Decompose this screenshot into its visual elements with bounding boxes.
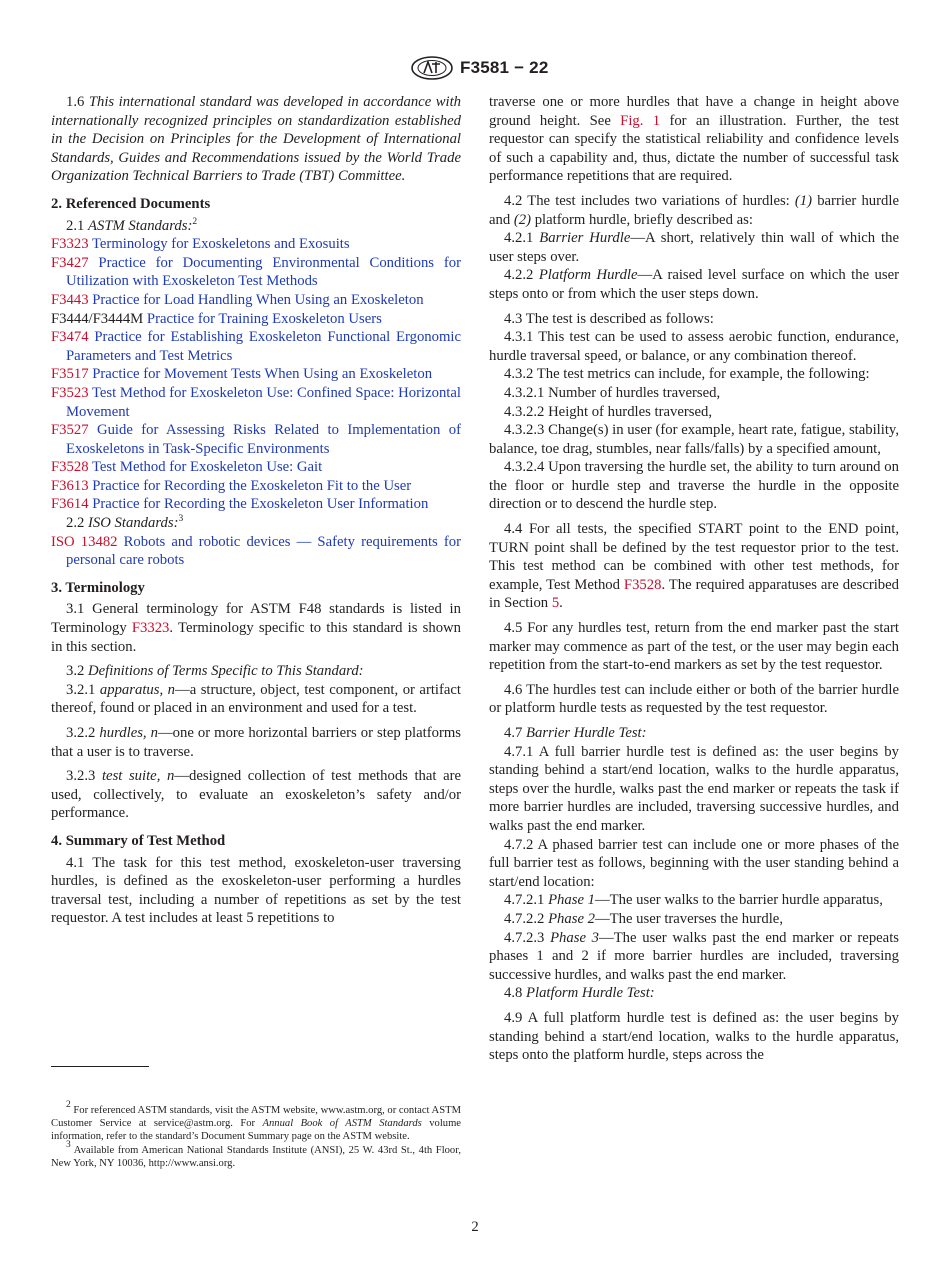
footnote-3: $^3$ Available from American National Standards Institute (ANSI), 25 W. 43rd St., 4th Floor, New York, NY 10036, http://www.ansi.org. <box>51 1139 461 1169</box>
section-4-3-1: 4.3.1 This test can be used to assess aerobic function, endurance, hurdle traversal speed, or balance, or any combination thereof. <box>489 329 899 364</box>
page-header <box>0 56 950 82</box>
footnotes <box>51 1100 462 1170</box>
section-4-3-2-2: 4.3.2.2 Height of hurdles traversed, <box>504 403 713 420</box>
footnote-divider <box>51 1066 149 1067</box>
link-fig-1[interactable]: Fig. 1 <box>620 112 661 129</box>
reference-item[interactable]: F3527 Guide for Assessing Risks Related to Implementation of Exoskeletons in Task-Specific Environments <box>51 422 461 457</box>
page-number: 2 <box>471 1219 479 1235</box>
section-4-5: 4.5 For any hurdles test, return from the end marker past the start marker may commence as part of the test, or the user may begin each repetition from the start-to-end markers as set by the test requestor. <box>489 620 899 674</box>
section-4-2: 4.2 The test includes two variations of hurdles: (1) barrier hurdle and (2) platform hurdle, briefly described as: <box>489 192 899 228</box>
heading-referenced-documents: 2. Referenced Documents <box>51 195 211 212</box>
section-4-1: 4.1 The task for this test method, exoskeleton-user traversing hurdles, is defined as the exoskeleton-user performing a hurdles traversal test, including a number of repetitions as set by the test requestor. A test includes at least 5 repetitions to <box>51 854 461 927</box>
section-3-2: 3.2 Definitions of Terms Specific to This Standard: <box>66 663 364 680</box>
reference-item[interactable]: F3517 Practice for Movement Tests When Using an Exoskeleton <box>51 366 433 383</box>
iso-reference-item[interactable]: ISO 13482 Robots and robotic devices — Safety requirements for personal care robots <box>51 533 461 569</box>
reference-item[interactable]: F3474 Practice for Establishing Exoskeleton Functional Ergonomic Parameters and Test Metrics <box>51 329 462 364</box>
section-4-2-2: 4.2.2 Platform Hurdle—A raised level surface on which the user steps onto or from which the user steps down. <box>489 267 899 302</box>
document-designation: F3581 − 22 <box>460 58 549 77</box>
heading-terminology: 3. Terminology <box>51 579 145 596</box>
section-4-7-2-2: 4.7.2.2 Phase 2—The user traverses the hurdle, <box>504 910 783 927</box>
section-4-7: 4.7 Barrier Hurdle Test: <box>504 725 647 741</box>
section-4-8: 4.8 Platform Hurdle Test: <box>504 985 655 1002</box>
section-4-1-continued: traverse one or more hurdles that have a change in height above ground height. See Fig. 1 for an illustration. Further, the test requestor can specify the statistical reliability and confidence levels of such a capability and, thus, dictate the number of successful task performance repetitions that are required. <box>489 94 900 185</box>
section-4-3-2-1: 4.3.2.1 Number of hurdles traversed, <box>504 384 721 401</box>
section-4-2-1: 4.2.1 Barrier Hurdle—A short, relatively thin wall of which the user steps over. <box>489 230 899 265</box>
section-3-1: 3.1 General terminology for ASTM F48 standards is listed in Terminology F3323. Terminology specific to this standard is shown in this section. <box>51 601 461 655</box>
reference-item[interactable]: F3443 Practice for Load Handling When Using an Exoskeleton <box>51 291 424 308</box>
section-4-3: 4.3 The test is described as follows: <box>504 310 714 327</box>
section-4-7-2: 4.7.2 A phased barrier test can include one or more phases of the full barrier test as follows, beginning with the user standing behind a start/end location: <box>489 836 899 890</box>
link-f3528[interactable]: F3528 <box>623 576 662 593</box>
section-4-7-2-1: 4.7.2.1 Phase 1—The user walks to the barrier hurdle apparatus, <box>504 892 883 909</box>
astm-reference-list <box>51 235 461 514</box>
section-4-3-2-3: 4.3.2.3 Change(s) in user (for example, heart rate, fatigue, stability, balance, toe drag, stumbles, near falls/falls) by a specified amount, <box>489 422 899 457</box>
section-2-1: 2.1 ASTM Standards:$^2$ <box>66 216 198 234</box>
link-section-5[interactable]: 5 <box>551 595 560 612</box>
left-column <box>51 93 461 928</box>
section-4-3-2: 4.3.2 The test metrics can include, for example, the following: <box>504 366 870 383</box>
section-4-9: 4.9 A full platform hurdle test is defined as: the user begins by standing behind a start/end location, walks to the hurdle apparatus, steps onto the platform hurdle, steps across the <box>489 1009 899 1064</box>
section-4-6: 4.6 The hurdles test can include either or both of the barrier hurdle or platform hurdle tests as requested by the test requestor. <box>489 681 899 717</box>
reference-item[interactable]: F3323 Terminology for Exoskeletons and Exosuits <box>51 236 350 253</box>
section-4-7-2-3: 4.7.2.3 Phase 3—The user walks past the end marker or repeats phases 1 and 2 if more barrier hurdles are included, traversing successive hurdles, and walks past the end marker. <box>489 929 899 983</box>
reference-item[interactable]: F3444/F3444M Practice for Training Exoskeleton Users <box>51 310 382 327</box>
footnote-2: $^2$ For referenced ASTM standards, visit the ASTM website, www.astm.org, or contact ASTM Customer Service at service@astm.org. For Annual Book of ASTM Standards volume information, refer to the standard’s Document Summary page on the ASTM website. <box>51 1100 462 1143</box>
astm-logo-icon <box>410 56 454 80</box>
section-2-2: 2.2 ISO Standards:$^3$ <box>66 514 184 532</box>
section-3-2-2: 3.2.2 hurdles, n—one or more horizontal barriers or step platforms that a user is to traverse. <box>51 725 462 760</box>
section-4-3-2-4: 4.3.2.4 Upon traversing the hurdle set, the ability to turn around on the floor or hurdle step and traverse the hurdle in the opposite direction or to descend the hurdle step. <box>489 459 899 513</box>
section-3-2-1: 3.2.1 apparatus, n—a structure, object, test component, or artifact thereof, found or placed in an environment and used for a test. <box>51 681 462 717</box>
reference-item[interactable]: F3614 Practice for Recording the Exoskeleton User Information <box>51 496 429 513</box>
reference-item[interactable]: F3528 Test Method for Exoskeleton Use: Gait <box>51 459 323 476</box>
section-4-4: 4.4 For all tests, the specified START point to the END point, TURN point shall be defined by the test requestor prior to the test. This test method can be combined with other test methods, for example, Test Method F3528. The required apparatuses are described in Section 5. <box>489 521 900 612</box>
section-3-2-3: 3.2.3 test suite, n—designed collection of test methods that are used, collectively, to evaluate an exoskeleton’s safety and/or performance. <box>51 768 462 822</box>
right-column <box>489 93 899 1065</box>
section-1-6: 1.6 This international standard was developed in accordance with internationally recognized principles on standardization established in the Decision on Principles for the Development of International Standards, Guides and Recommendations issued by the World Trade Organization Technical Barriers to Trade (TBT) Committee. <box>51 94 461 185</box>
reference-item[interactable]: F3427 Practice for Documenting Environmental Conditions for Utilization with Exoskeleton Test Methods <box>51 254 462 290</box>
reference-item[interactable]: F3613 Practice for Recording the Exoskeleton Fit to the User <box>51 477 412 494</box>
reference-item[interactable]: F3523 Test Method for Exoskeleton Use: Confined Space: Horizontal Movement <box>51 384 461 420</box>
section-4-7-1: 4.7.1 A full barrier hurdle test is defined as: the user begins by standing behind a start/end location, walks to the hurdle apparatus, steps over the hurdle, walks past the end marker or repeats the task if more barrier hurdles are included, traversing successive hurdles, and walks past the end marker. <box>489 743 899 834</box>
link-f3323[interactable]: F3323 <box>131 620 170 637</box>
heading-summary-of-test-method: 4. Summary of Test Method <box>51 832 226 849</box>
